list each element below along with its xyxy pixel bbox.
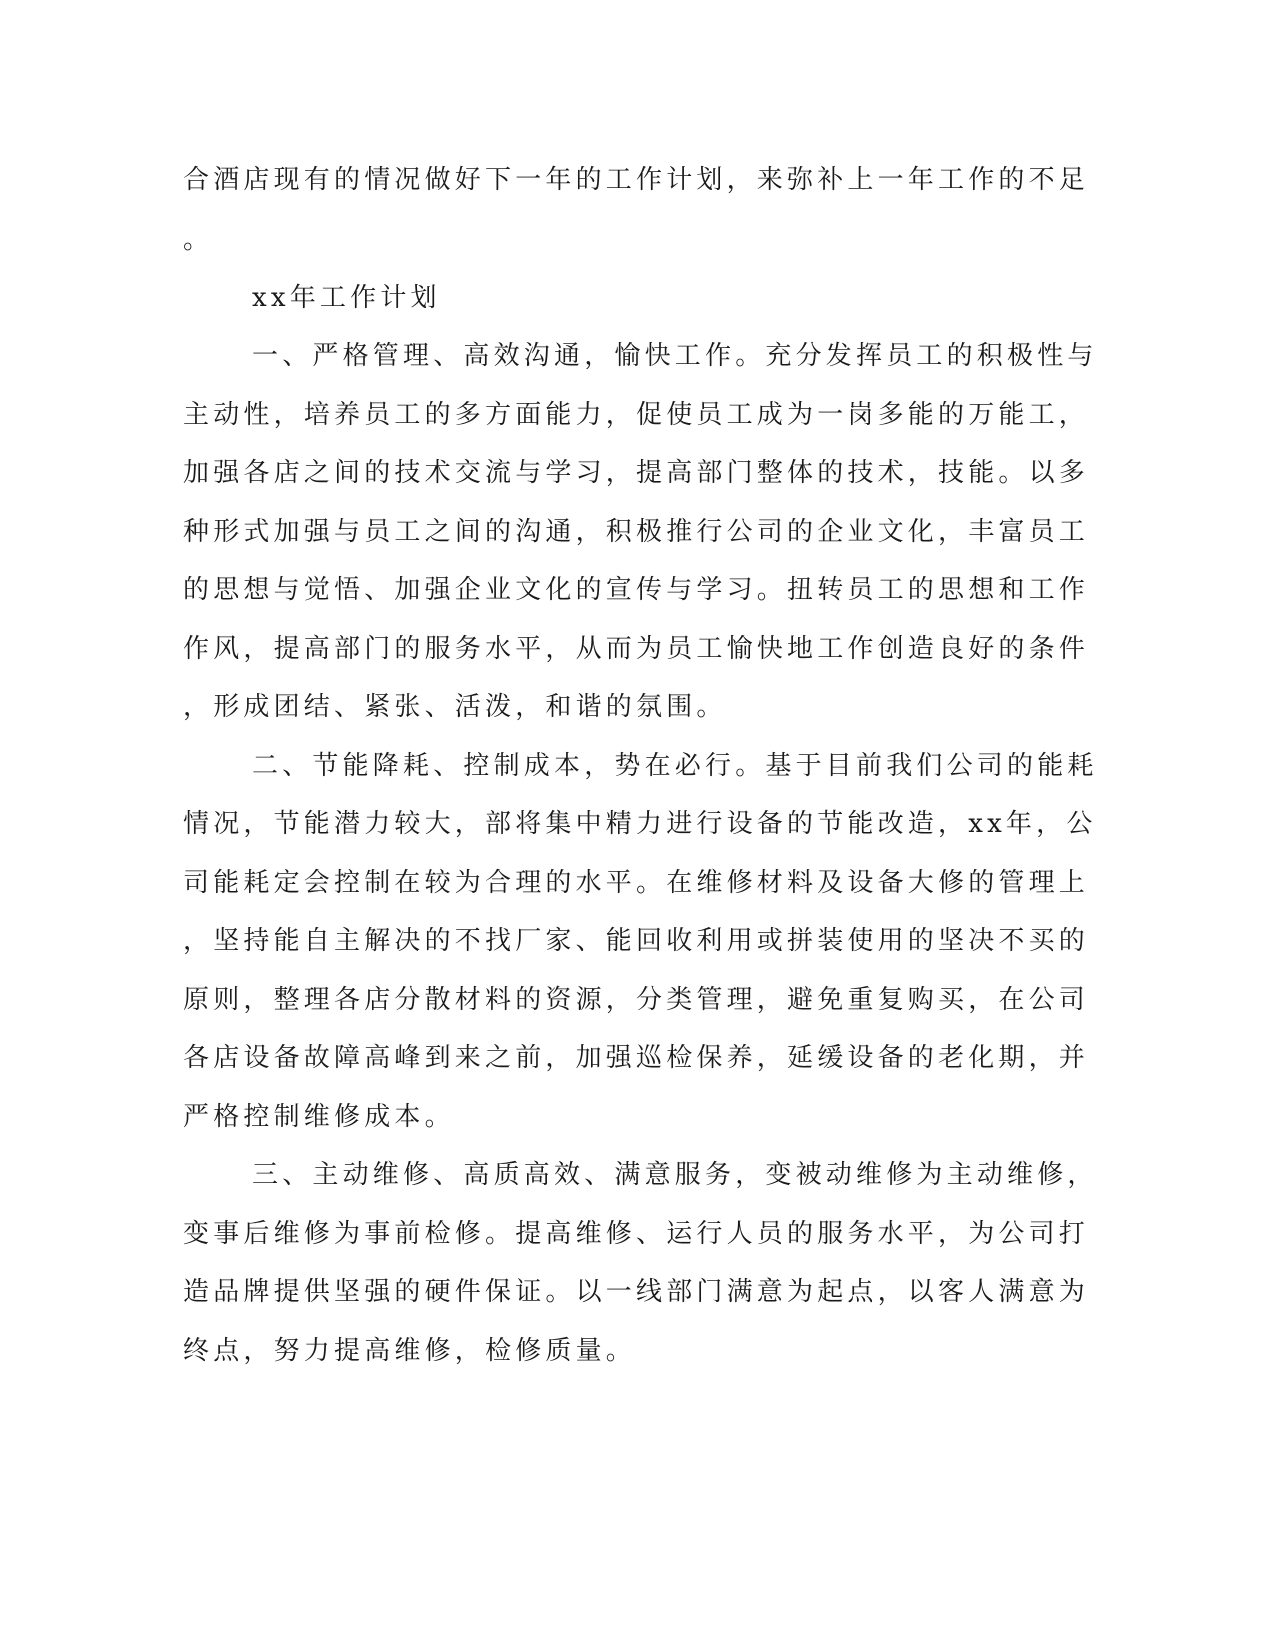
text-line: ，形成团结、紧张、活泼，和谐的氛围。 — [183, 692, 727, 722]
text-line: 加强各店之间的技术交流与学习，提高部门整体的技术，技能。以多 — [183, 458, 1090, 488]
text-line: 合酒店现有的情况做好下一年的工作计划，来弥补上一年工作的不足 — [183, 165, 1090, 195]
text-line: ，坚持能自主解决的不找厂家、能回收利用或拼装使用的坚决不买的 — [183, 926, 1090, 956]
text-line: 情况，节能潜力较大，部将集中精力进行设备的节能改造，xx年，公 — [183, 809, 1097, 839]
text-line: 。 — [183, 225, 214, 255]
text-line: 主动性，培养员工的多方面能力，促使员工成为一岗多能的万能工， — [183, 400, 1090, 430]
text-line: 造品牌提供坚强的硬件保证。以一线部门满意为起点，以客人满意为 — [183, 1277, 1090, 1307]
text-line: 作风，提高部门的服务水平，从而为员工愉快地工作创造良好的条件 — [183, 634, 1090, 664]
text-line: 原则，整理各店分散材料的资源，分类管理，避免重复购买，在公司 — [183, 985, 1090, 1015]
text-line: 二、节能降耗、控制成本，势在必行。基于目前我们公司的能耗 — [252, 751, 1098, 781]
text-line: 变事后维修为事前检修。提高维修、运行人员的服务水平，为公司打 — [183, 1219, 1090, 1249]
text-line: 的思想与觉悟、加强企业文化的宣传与学习。扭转员工的思想和工作 — [183, 575, 1090, 605]
section-heading: xx年工作计划 — [252, 283, 441, 313]
text-line: 一、严格管理、高效沟通，愉快工作。充分发挥员工的积极性与 — [252, 341, 1098, 371]
text-line: 三、主动维修、高质高效、满意服务，变被动维修为主动维修， — [252, 1160, 1098, 1190]
text-line: 严格控制维修成本。 — [183, 1102, 455, 1132]
text-line: 终点，努力提高维修，检修质量。 — [183, 1336, 637, 1366]
text-line: 各店设备故障高峰到来之前，加强巡检保养，延缓设备的老化期，并 — [183, 1043, 1090, 1073]
text-line: 种形式加强与员工之间的沟通，积极推行公司的企业文化，丰富员工 — [183, 517, 1090, 547]
text-line: 司能耗定会控制在较为合理的水平。在维修材料及设备大修的管理上 — [183, 868, 1090, 898]
